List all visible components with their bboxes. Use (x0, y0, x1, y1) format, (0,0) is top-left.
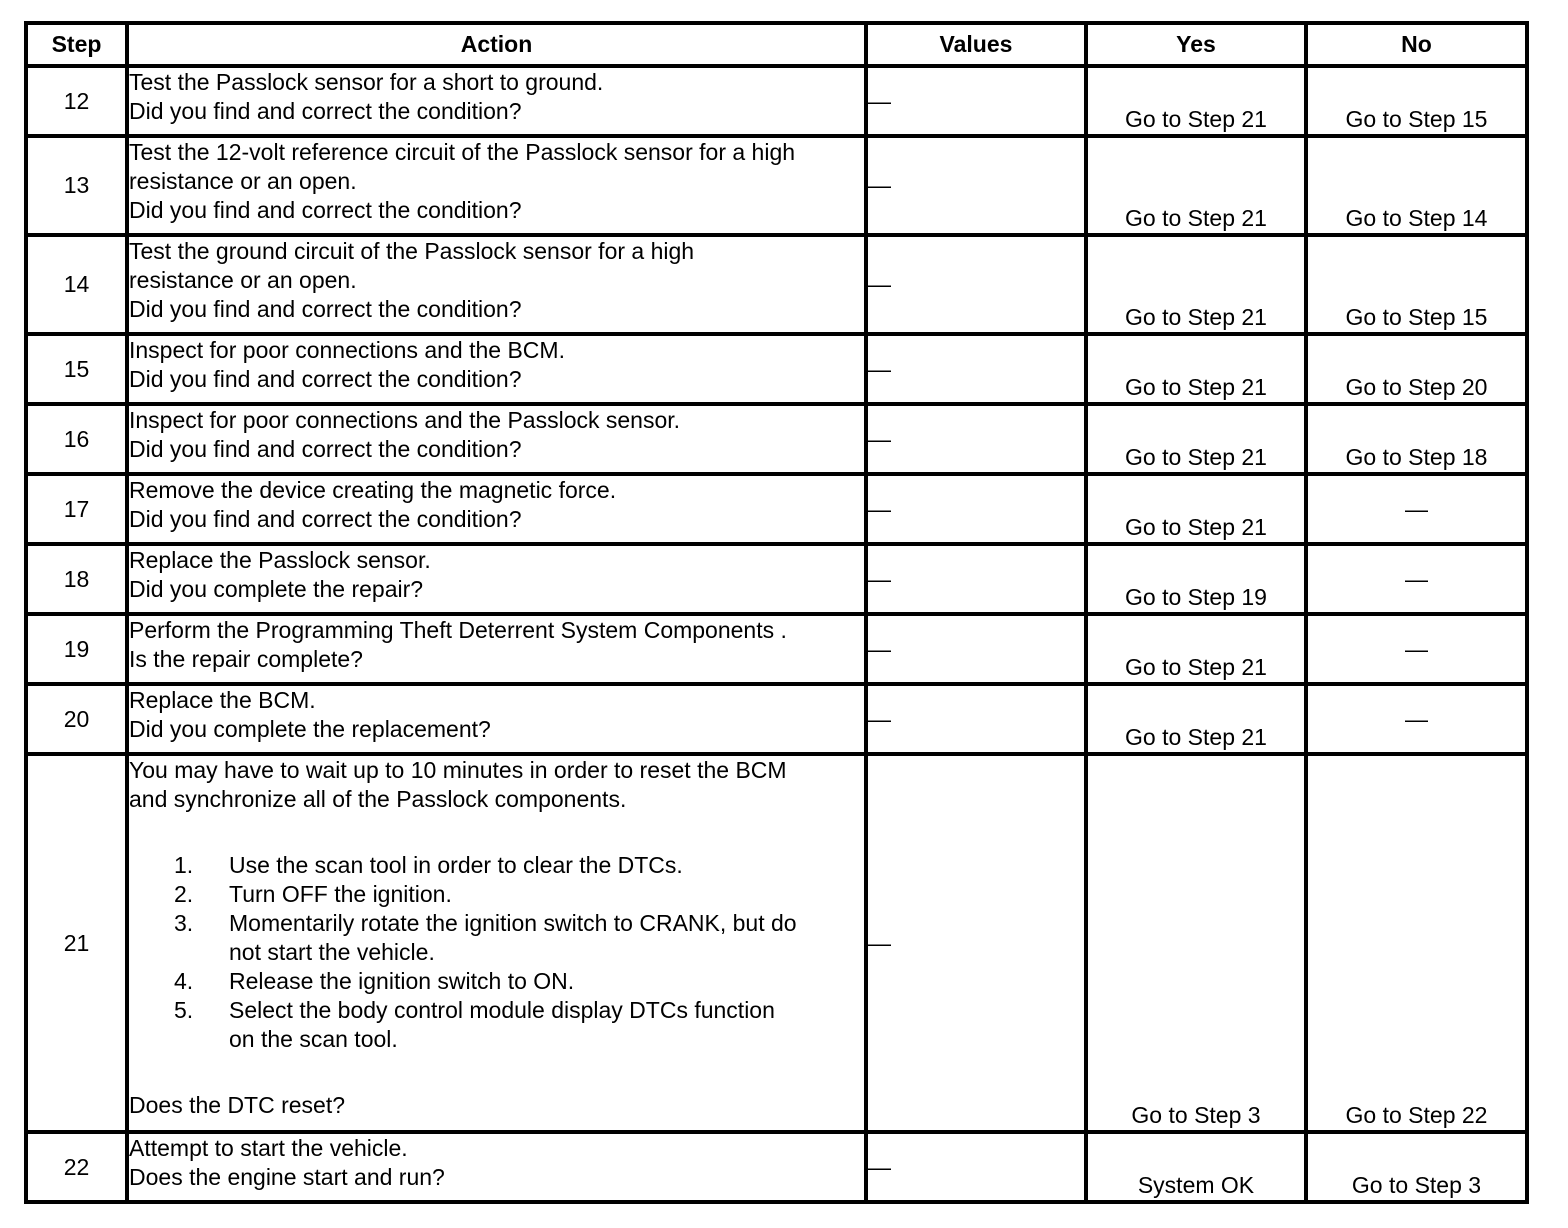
list-text (229, 909, 864, 967)
action-line: Did you find and correct the condition? (129, 366, 522, 392)
no-cell: Go to Step 22 (1306, 754, 1527, 1132)
no-cell: Go to Step 20 (1306, 334, 1527, 404)
table-row (26, 334, 1527, 404)
list-line: Release the ignition switch to ON. (229, 968, 575, 994)
values-cell: — (866, 404, 1086, 474)
step-number: 21 (26, 754, 127, 1132)
action-cell (127, 544, 866, 614)
step-number: 20 (26, 684, 127, 754)
action-cell (127, 136, 866, 235)
list-line: on the scan tool. (229, 1026, 398, 1052)
no-cell: — (1306, 614, 1527, 684)
header-values: Values (866, 23, 1086, 66)
yes-cell: Go to Step 21 (1086, 136, 1306, 235)
spacer (129, 1054, 864, 1091)
action-line: Did you find and correct the condition? (129, 98, 522, 124)
table-row (26, 684, 1527, 754)
action-line: Did you find and correct the condition? (129, 436, 522, 462)
action-line: Is the repair complete? (129, 646, 363, 672)
action-line: resistance or an open. (129, 267, 357, 293)
list-text (229, 967, 864, 996)
list-text (229, 996, 864, 1054)
values-cell: — (866, 614, 1086, 684)
yes-cell: Go to Step 21 (1086, 404, 1306, 474)
list-line: Momentarily rotate the ignition switch to CRANK, but do (229, 910, 797, 936)
list-item (174, 967, 864, 996)
no-cell: — (1306, 684, 1527, 754)
no-cell: Go to Step 18 (1306, 404, 1527, 474)
action-line: Did you find and correct the condition? (129, 296, 522, 322)
action-line: Attempt to start the vehicle. (129, 1135, 408, 1161)
action-cell (127, 334, 866, 404)
action-line: Did you complete the repair? (129, 576, 424, 602)
action-line: Replace the BCM. (129, 687, 316, 713)
list-item (174, 880, 864, 909)
list-text (229, 880, 864, 909)
values-cell: — (866, 754, 1086, 1132)
values-cell: — (866, 235, 1086, 334)
action-cell (127, 404, 866, 474)
table-row (26, 544, 1527, 614)
action-line: Does the engine start and run? (129, 1164, 445, 1190)
yes-cell: Go to Step 19 (1086, 544, 1306, 614)
values-cell: — (866, 474, 1086, 544)
list-line: Use the scan tool in order to clear the DTCs. (229, 852, 683, 878)
yes-cell: Go to Step 21 (1086, 474, 1306, 544)
step-number: 12 (26, 66, 127, 136)
action-line: Test the Passlock sensor for a short to ground. (129, 69, 604, 95)
action-line: Test the 12-volt reference circuit of the Passlock sensor for a high (129, 139, 796, 165)
action-line: resistance or an open. (129, 168, 357, 194)
action-cell (127, 66, 866, 136)
yes-cell: Go to Step 3 (1086, 754, 1306, 1132)
no-cell: Go to Step 14 (1306, 136, 1527, 235)
list-text (229, 851, 864, 880)
list-number: 2. (174, 881, 194, 907)
list-number: 5. (174, 997, 194, 1023)
diagnostic-table (24, 21, 1529, 1204)
no-cell: — (1306, 544, 1527, 614)
action-line: Did you find and correct the condition? (129, 506, 522, 532)
yes-cell: Go to Step 21 (1086, 66, 1306, 136)
header-action: Action (127, 23, 866, 66)
step-number: 18 (26, 544, 127, 614)
step-number: 16 (26, 404, 127, 474)
list-item (174, 996, 864, 1054)
yes-cell: Go to Step 21 (1086, 334, 1306, 404)
action-line: You may have to wait up to 10 minutes in order to reset the BCM (129, 757, 787, 783)
header-no: No (1306, 23, 1527, 66)
action-cell (127, 235, 866, 334)
values-cell: — (866, 1132, 1086, 1202)
table-row (26, 1132, 1527, 1202)
no-cell: Go to Step 15 (1306, 66, 1527, 136)
no-cell: Go to Step 15 (1306, 235, 1527, 334)
list-number: 4. (174, 968, 194, 994)
action-line: Did you complete the replacement? (129, 716, 491, 742)
list-item (174, 851, 864, 880)
action-cell (127, 684, 866, 754)
action-line: Replace the Passlock sensor. (129, 547, 431, 573)
action-line: Did you find and correct the condition? (129, 197, 522, 223)
action-cell (127, 1132, 866, 1202)
table-row (26, 474, 1527, 544)
header-row (26, 23, 1527, 66)
step-number: 15 (26, 334, 127, 404)
list-item (174, 909, 864, 967)
action-line: Remove the device creating the magnetic force. (129, 477, 617, 503)
yes-cell: Go to Step 21 (1086, 235, 1306, 334)
values-cell: — (866, 544, 1086, 614)
yes-cell: Go to Step 21 (1086, 614, 1306, 684)
action-line: and synchronize all of the Passlock components. (129, 786, 627, 812)
step-number: 19 (26, 614, 127, 684)
values-cell: — (866, 66, 1086, 136)
action-line: Perform the Programming Theft Deterrent System Components . (129, 617, 787, 643)
action-cell (127, 474, 866, 544)
no-cell: — (1306, 474, 1527, 544)
header-step: Step (26, 23, 127, 66)
no-cell: Go to Step 3 (1306, 1132, 1527, 1202)
table-row (26, 66, 1527, 136)
table-row (26, 754, 1527, 1132)
header-yes: Yes (1086, 23, 1306, 66)
values-cell: — (866, 334, 1086, 404)
action-line: Test the ground circuit of the Passlock sensor for a high (129, 238, 695, 264)
table-row (26, 136, 1527, 235)
list-line: Turn OFF the ignition. (229, 881, 452, 907)
list-number: 1. (174, 852, 194, 878)
list-line: Select the body control module display DTCs function (229, 997, 775, 1023)
procedure-list (129, 851, 864, 1054)
list-line: not start the vehicle. (229, 939, 435, 965)
action-question: Does the DTC reset? (129, 1092, 346, 1118)
action-cell (127, 754, 866, 1132)
step-number: 17 (26, 474, 127, 544)
action-line: Inspect for poor connections and the Passlock sensor. (129, 407, 681, 433)
step-number: 13 (26, 136, 127, 235)
values-cell: — (866, 136, 1086, 235)
spacer (129, 814, 864, 851)
table-row (26, 404, 1527, 474)
step-number: 22 (26, 1132, 127, 1202)
table-row (26, 235, 1527, 334)
action-line: Inspect for poor connections and the BCM. (129, 337, 565, 363)
yes-cell: System OK (1086, 1132, 1306, 1202)
table-row (26, 614, 1527, 684)
yes-cell: Go to Step 21 (1086, 684, 1306, 754)
list-number: 3. (174, 910, 194, 936)
action-cell (127, 614, 866, 684)
step-number: 14 (26, 235, 127, 334)
values-cell: — (866, 684, 1086, 754)
